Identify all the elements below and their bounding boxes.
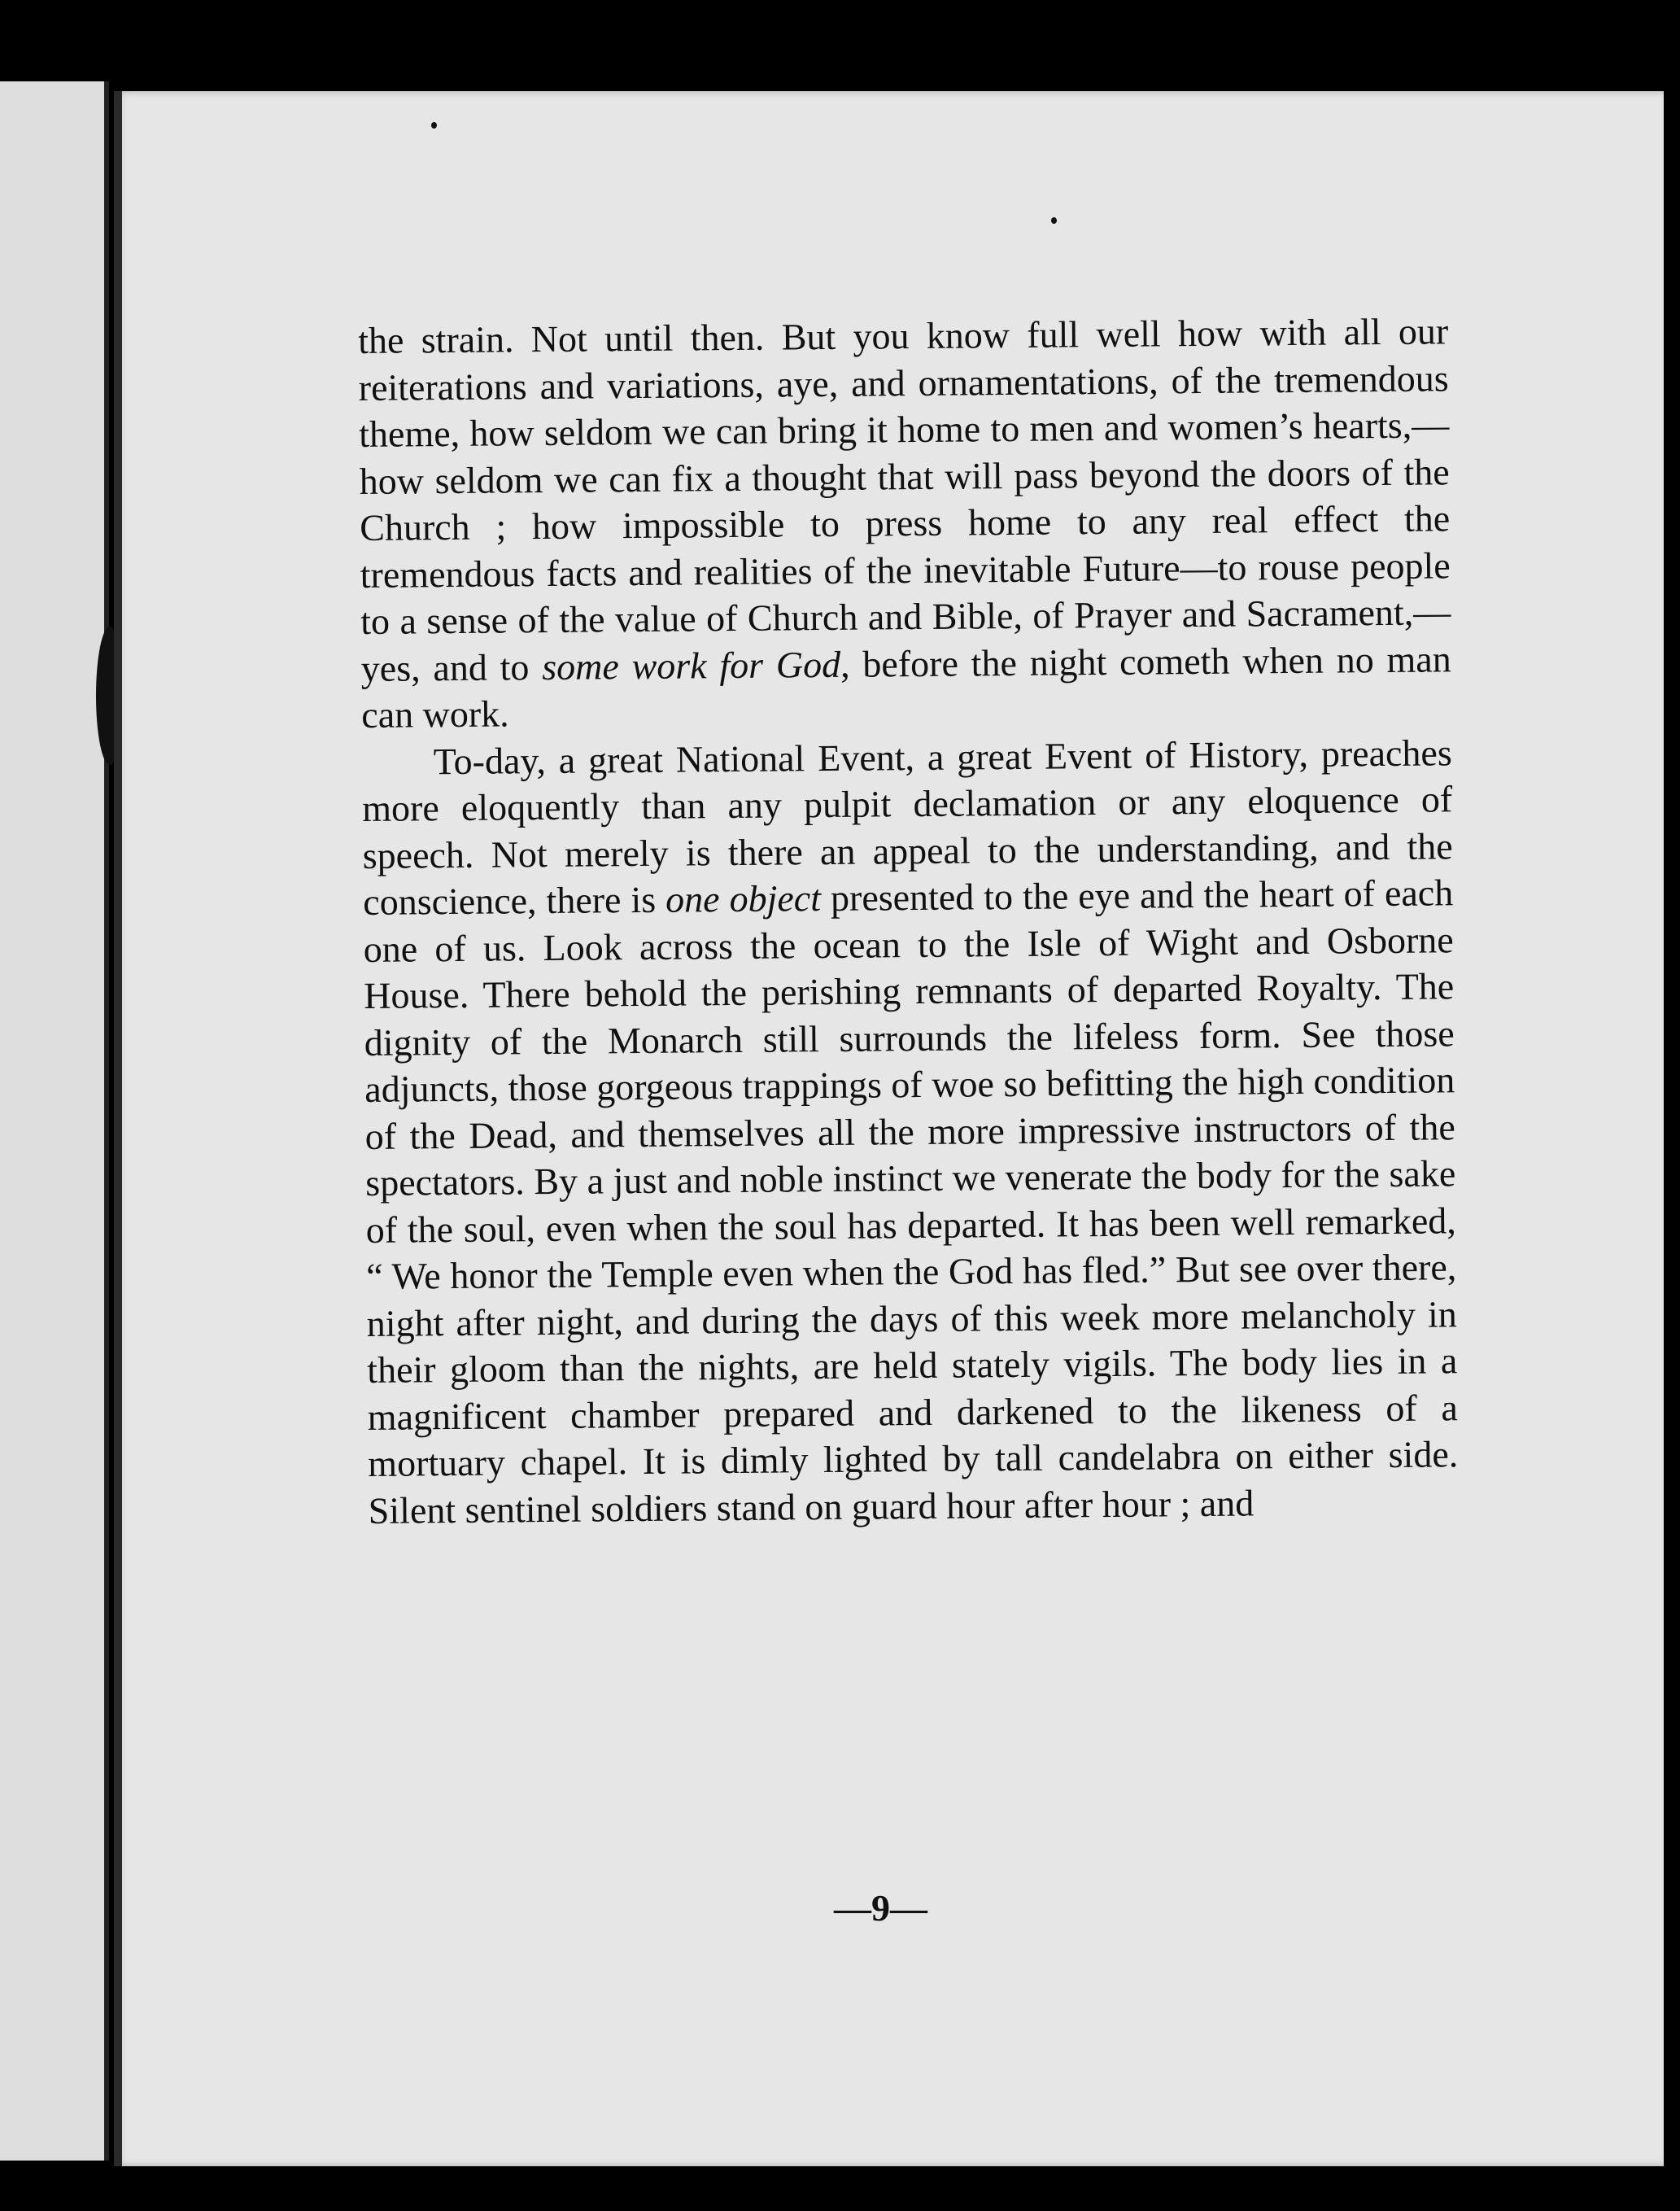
paragraph-1: [358, 308, 1451, 738]
paragraph-1-italic: some work for God: [541, 643, 841, 688]
previous-page-edge: [0, 81, 109, 2161]
paragraph-2: [362, 729, 1459, 1534]
paragraph-2-text-end: presented to the eye and the heart of each one of us. Look across the ocean to the Isle of Wight and Osborne House. There behold the perishing remnants of departed Royalty. The dignity of the Monarch still surrounds the lifeless form. See those adjuncts, those gorgeous trappings of woe so befitting the high condition of the Dead, and themselves all the more impressive instructors of the spectators. By a just and noble instinct we venerate the body for the sake of the soul, even when the soul has departed. It has been well remarked, “ We honor the Temple even when the God has fled.” But see over there, night after night, and during the days of this week more melancholy in their gloom than the nights, are held stately vigils. The body lies in a magnificent chamber prepared and darkened to the likeness of a mortuary chapel. It is dimly lighted by tall candelabra on either side. Silent sentinel soldiers stand on guard hour after hour ; and: [363, 872, 1459, 1532]
paragraph-2-text: To-day, a great National Event, a great Event of History, preaches more eloquently than any pulpit declamation or any eloquence of speech. Not merely is there an appeal to the understanding, and the conscience, there is: [362, 731, 1453, 923]
paragraph-2-italic: one object: [665, 877, 822, 920]
page-number: —9—: [834, 1887, 927, 1929]
page-spine-edge: [114, 91, 122, 2166]
ink-speck: [1051, 217, 1057, 224]
body-text: [358, 308, 1459, 1534]
paragraph-1-text-end: , before the night cometh when no man can work.: [361, 637, 1451, 736]
ink-speck: [431, 122, 437, 129]
paragraph-1-text: the strain. Not until then. But you know full well how with all our reiterations and variations, aye, and ornamentations, of the tremendous theme, how seldom we can bring it home to men and women’s hearts,—how seldom we can fix a thought that will pass beyond the doors of the Church ; how impossible to press home to any real effect the tremendous facts and realities of the inevitable Future—to rouse people to a sense of the value of Church and Bible, of Prayer and Sacrament,—yes, and to: [358, 310, 1451, 689]
